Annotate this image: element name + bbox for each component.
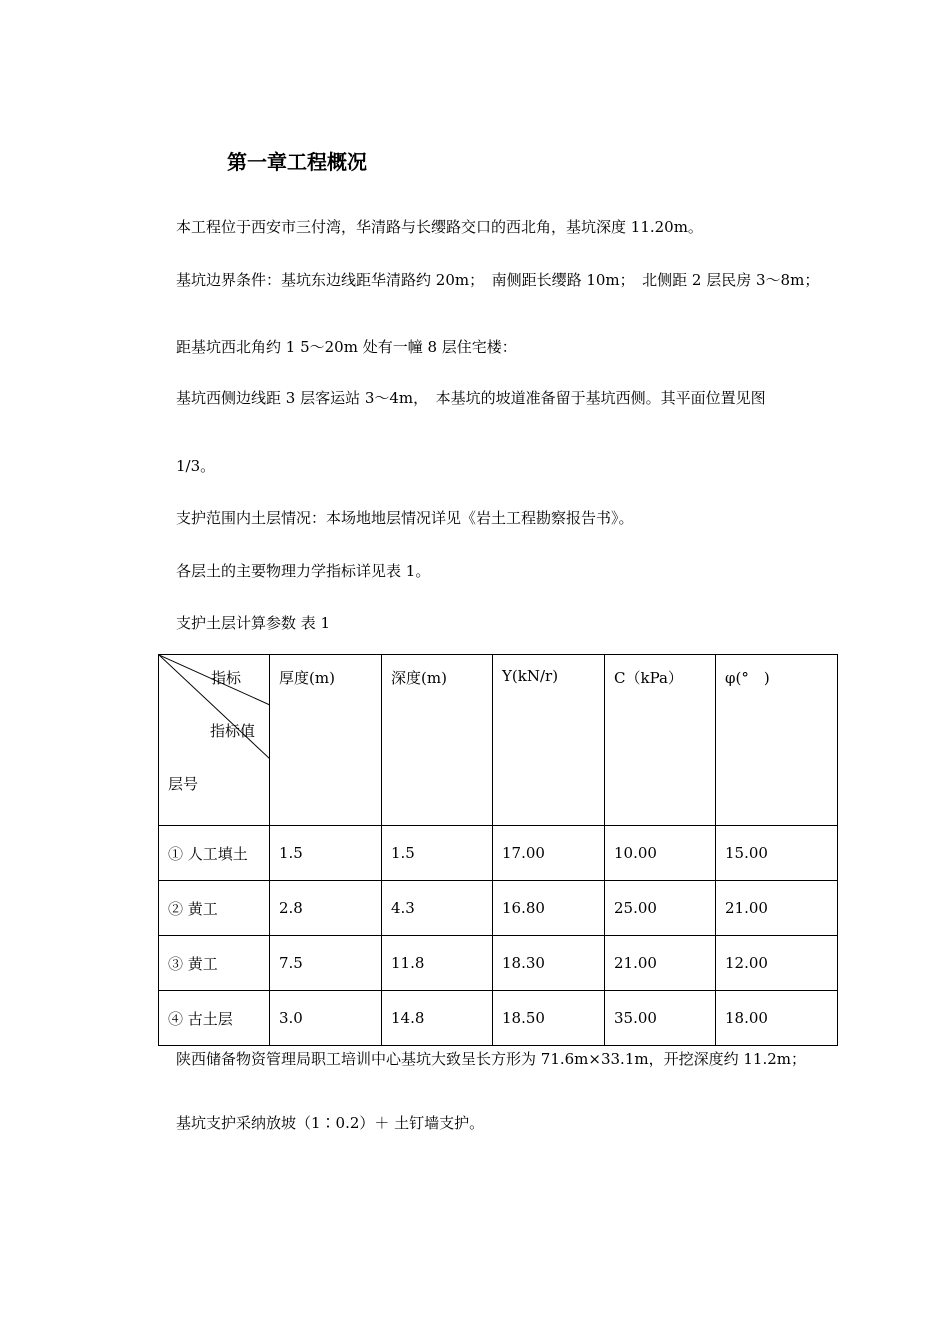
cell-layer: ② 黄工 xyxy=(159,881,270,936)
header-unit-weight: Y(kN/r) xyxy=(493,655,605,826)
corner-label-indicator-value: 指标值 xyxy=(210,722,256,740)
header-friction-angle: φ(° ) xyxy=(716,655,838,826)
cell-unit-weight: 18.50 xyxy=(493,991,605,1046)
table-row xyxy=(159,991,838,1046)
header-cohesion: C（kPa） xyxy=(605,655,716,826)
cell-depth: 1.5 xyxy=(382,826,493,881)
paragraph-indicators: 各层土的主要物理力学指标详见表 1。 xyxy=(176,562,431,580)
cell-thickness: 3.0 xyxy=(270,991,382,1046)
table-row xyxy=(159,826,838,881)
cell-cohesion: 35.00 xyxy=(605,991,716,1046)
paragraph-boundary: 基坑边界条件：基坑东边线距华清路约 20m； 南侧距长缨路 10m； 北侧距 2 层民房 3～8m； xyxy=(176,271,820,289)
table-row xyxy=(159,936,838,991)
paragraph-location: 本工程位于西安市三付湾，华清路与长缨路交口的西北角，基坑深度 11.20m。 xyxy=(176,218,703,236)
cell-friction-angle: 18.00 xyxy=(716,991,838,1046)
cell-friction-angle: 12.00 xyxy=(716,936,838,991)
paragraph-residential: 距基坑西北角约 1 5～20m 处有一幢 8 层住宅楼： xyxy=(176,338,517,356)
chapter-title: 第一章工程概况 xyxy=(227,150,367,174)
corner-label-layer: 层号 xyxy=(168,775,199,793)
paragraph-figure-ref: 1/3。 xyxy=(176,457,216,475)
cell-unit-weight: 18.30 xyxy=(493,936,605,991)
paragraph-west-side: 基坑西侧边线距 3 层客运站 3～4m， 本基坑的坡道准备留于基坑西侧。其平面位置见图 xyxy=(176,389,766,407)
cell-layer: ① 人工填土 xyxy=(159,826,270,881)
cell-depth: 11.8 xyxy=(382,936,493,991)
cell-thickness: 1.5 xyxy=(270,826,382,881)
cell-thickness: 7.5 xyxy=(270,936,382,991)
cell-cohesion: 25.00 xyxy=(605,881,716,936)
corner-label-indicator: 指标 xyxy=(211,669,242,687)
header-depth: 深度(m) xyxy=(382,655,493,826)
header-thickness: 厚度(m) xyxy=(270,655,382,826)
cell-unit-weight: 17.00 xyxy=(493,826,605,881)
soil-parameter-table xyxy=(158,654,838,1046)
cell-friction-angle: 15.00 xyxy=(716,826,838,881)
table-row xyxy=(159,881,838,936)
paragraph-excavation: 陕西储备物资管理局职工培训中心基坑大致呈长方形为 71.6m×33.1m，开挖深度约 11.2m； xyxy=(176,1050,806,1068)
cell-cohesion: 21.00 xyxy=(605,936,716,991)
cell-unit-weight: 16.80 xyxy=(493,881,605,936)
paragraph-soil-layers: 支护范围内土层情况：本场地地层情况详见《岩土工程勘察报告书》。 xyxy=(176,509,634,527)
cell-friction-angle: 21.00 xyxy=(716,881,838,936)
cell-thickness: 2.8 xyxy=(270,881,382,936)
diagonal-header-cell xyxy=(159,655,270,826)
table-caption: 支护土层计算参数 表 1 xyxy=(176,614,331,632)
paragraph-support-method: 基坑支护采纳放坡（1∶0.2）＋ 土钉墙支护。 xyxy=(176,1114,485,1132)
cell-depth: 4.3 xyxy=(382,881,493,936)
table-header-row xyxy=(159,655,838,826)
cell-layer: ④ 古土层 xyxy=(159,991,270,1046)
cell-depth: 14.8 xyxy=(382,991,493,1046)
cell-cohesion: 10.00 xyxy=(605,826,716,881)
cell-layer: ③ 黄工 xyxy=(159,936,270,991)
